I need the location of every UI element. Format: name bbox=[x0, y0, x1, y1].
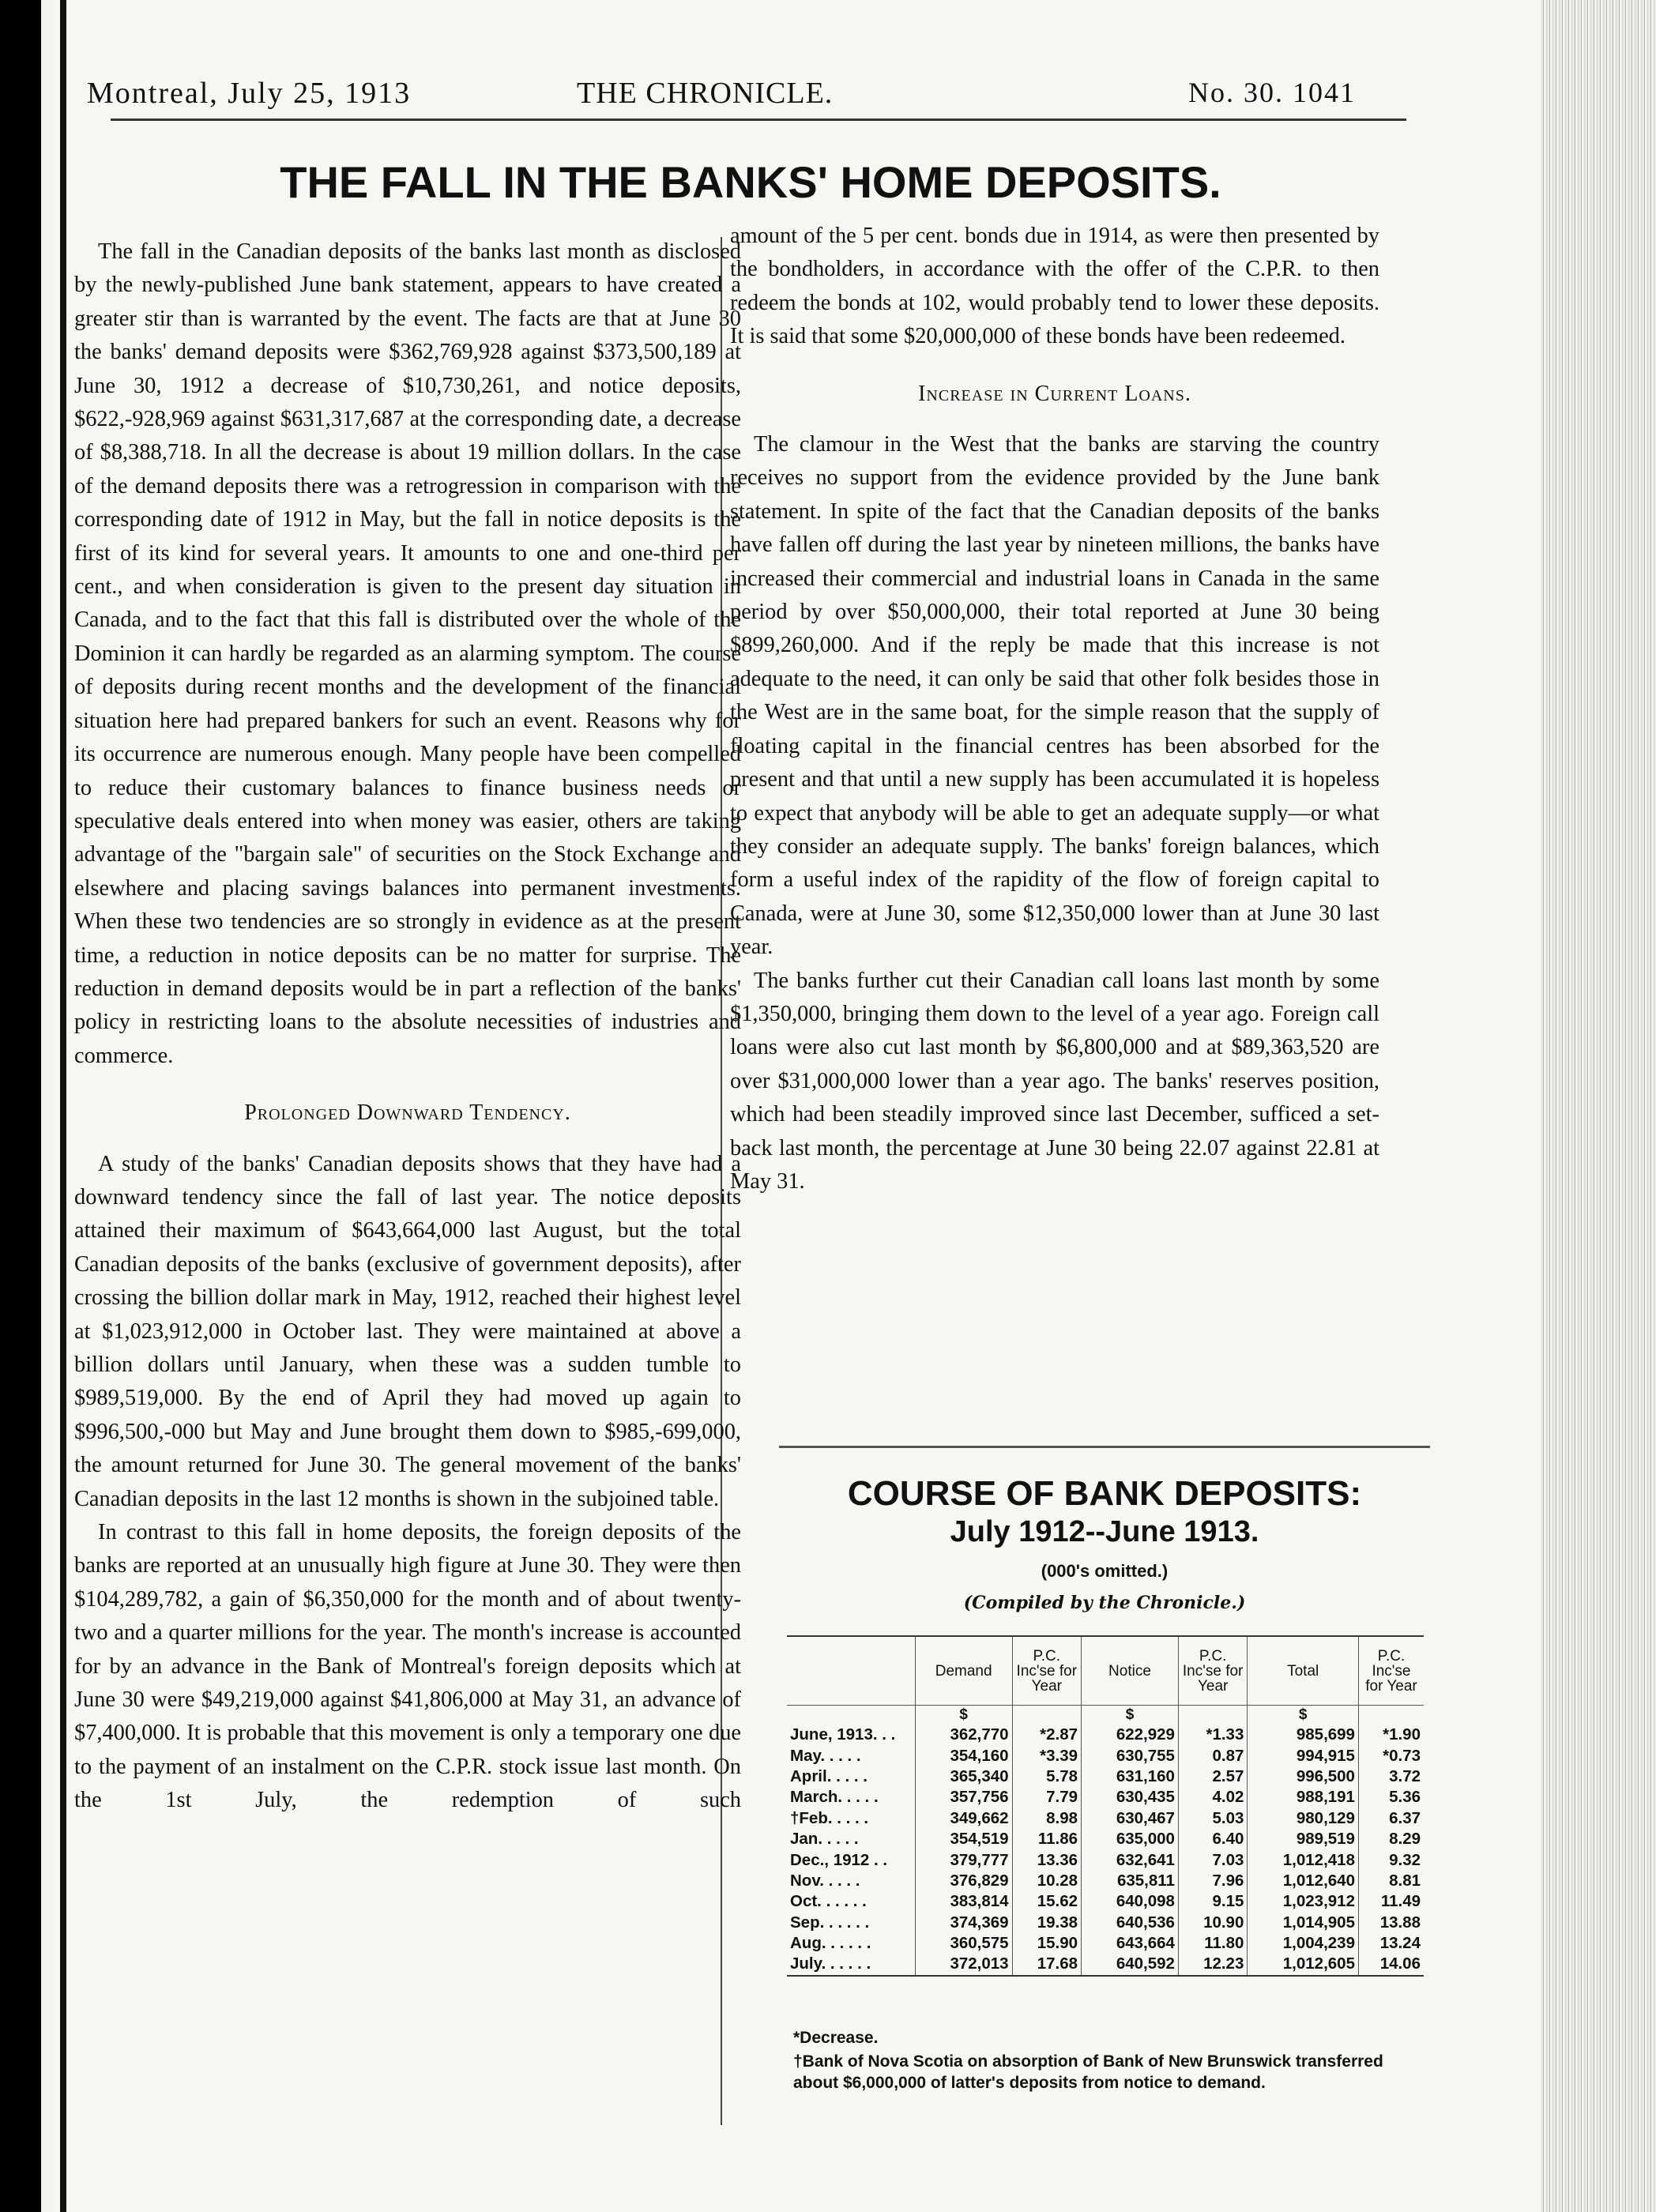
paragraph: A study of the banks' Canadian deposits shows that they have had a downward tendency since the fall of last year. The notice deposits attained their maximum of $643,664,000 last August, but the total Canadian deposits of the banks (exclusive of government deposits), after crossing the billion dollar mark in May, 1912, reached their highest level at $1,023,912,000 in October last. They were maintained at above a billion dollars until January, when these was a sudden tumble to $989,519,000. By the end of April they had moved up again to $996,500,-000 but May and June brought them down to $985,-699,000, the amount returned for June 30. The general movement of the banks' Canadian deposits in the last 12 months is shown in the subjoined table. bbox=[74, 1151, 741, 1511]
table-cell: 988,191 bbox=[1248, 1787, 1359, 1808]
table-cell: 383,814 bbox=[915, 1891, 1012, 1912]
header-dateline: Montreal, July 25, 1913 bbox=[87, 77, 412, 110]
table-cell: 3.72 bbox=[1358, 1766, 1424, 1787]
table-cell: Aug. . . . . . bbox=[790, 1934, 871, 1953]
table-cell: 640,536 bbox=[1082, 1913, 1179, 1933]
table-row bbox=[787, 1891, 1424, 1912]
table-cell: 4.02 bbox=[1178, 1787, 1247, 1808]
table-cell: 640,592 bbox=[1082, 1954, 1179, 1975]
table-cell: 8.81 bbox=[1358, 1871, 1424, 1891]
table-row bbox=[787, 1725, 1424, 1745]
table-cell: 989,519 bbox=[1248, 1829, 1359, 1849]
paragraph: The fall in the Canadian deposits of the banks last month as disclosed by the newly-published June bank statement, appears to have created a greater stir than is warranted by the event. The facts are that at June 30 the banks' demand deposits were $362,769,928 against $373,500,189 at June 30, 1912 a decrease of $10,730,261, and notice deposits, $622,-928,969 against $631,317,687 at the corresponding date, a decrease of $8,388,718. In all the decrease is about 19 million dollars. In the case of the demand deposits there was a retrogression in comparison with the corresponding date of 1912 in May, but the fall in notice deposits is the first of its kind for several years. It amounts to one and one-third per cent., and when consideration is given to the present day situation in Canada, and to the fact that this fall is distributed over the whole of the Dominion it can hardly be regarded as an alarming symptom. The course of deposits during recent months and the development of the financial situation here had prepared bankers for such an event. Reasons why for its occurrence are numerous enough. Many people have been compelled to reduce their customary balances to finance business needs or speculative deals entered into when money was easier, others are taking advantage of the "bargain sale" of securities on the Stock Exchange and elsewhere and placing savings balances into permanent investments. When these two tendencies are so strongly in evidence as at the present time, a reduction in notice deposits can be no matter for surprise. The reduction in demand deposits would be in part a reflection of the banks' policy in restricting loans to the absolute necessities of industries and commerce. bbox=[74, 239, 741, 1068]
table-cell bbox=[1358, 1706, 1424, 1725]
table-cell: June, 1913. . . bbox=[790, 1725, 896, 1744]
table-cell: *2.87 bbox=[1012, 1725, 1081, 1745]
binding-shadow bbox=[60, 0, 66, 2212]
article-column-2 bbox=[730, 220, 1379, 1198]
table-cell: 15.90 bbox=[1012, 1933, 1081, 1954]
table-cell: 5.03 bbox=[1178, 1808, 1247, 1829]
table-cell: 640,098 bbox=[1082, 1891, 1179, 1912]
table-row bbox=[787, 1849, 1424, 1870]
table-header: Notice bbox=[1082, 1636, 1179, 1706]
table-cell: †Feb. . . . . bbox=[790, 1808, 869, 1827]
table-cell: 7.03 bbox=[1178, 1849, 1247, 1870]
table-header: P.C. Inc'se for Year bbox=[1358, 1636, 1424, 1706]
table-cell: 12.23 bbox=[1178, 1954, 1247, 1975]
table-cell: April. . . . . bbox=[790, 1766, 868, 1785]
table-cell bbox=[787, 1706, 915, 1725]
paragraph: amount of the 5 per cent. bonds due in 1914, as were then presented by the bondholders, in accordance with the offer of the C.P.R. to then redeem the bonds at 102, would probably tend to lower these deposits. It is said that some $20,000,000 of these bonds have been redeemed. bbox=[730, 224, 1379, 349]
paragraph: The banks further cut their Canadian call loans last month by some $1,350,000, bringing them down to the level of a year ago. Foreign call loans were also cut last month by $6,800,000 and at $89,363,520 are over $31,000,000 lower than a year ago. The banks' reserves position, which had been steadily improved since last December, sufficed a set-back last month, the percentage at June 30 being 22.07 against 22.81 at May 31. bbox=[730, 968, 1379, 1194]
table-row bbox=[787, 1933, 1424, 1954]
table-footnote-bank: †Bank of Nova Scotia on absorption of Bank of New Brunswick transferred about $6,000,000 of latter's deposits from notice to demand. bbox=[793, 2052, 1383, 2092]
table-row bbox=[787, 1871, 1424, 1891]
table-cell: 9.32 bbox=[1358, 1849, 1424, 1870]
table-currency-row bbox=[787, 1706, 1424, 1725]
table-cell: 2.57 bbox=[1178, 1766, 1247, 1787]
table-cell: 357,756 bbox=[915, 1787, 1012, 1808]
table-cell: 10.90 bbox=[1178, 1913, 1247, 1933]
table-cell: 635,000 bbox=[1082, 1829, 1179, 1849]
table-title: COURSE OF BANK DEPOSITS: bbox=[847, 1474, 1362, 1513]
table-header-row bbox=[787, 1636, 1424, 1706]
table-note: (000's omitted.) bbox=[1041, 1561, 1169, 1581]
page-left-margin bbox=[41, 0, 54, 2212]
table-cell: 8.29 bbox=[1358, 1829, 1424, 1849]
table-cell: 996,500 bbox=[1248, 1766, 1359, 1787]
table-cell: $ bbox=[1082, 1706, 1179, 1725]
table-cell: 631,160 bbox=[1082, 1766, 1179, 1787]
table-cell: 379,777 bbox=[915, 1849, 1012, 1870]
table-header: Total bbox=[1248, 1636, 1359, 1706]
table-cell: 360,575 bbox=[915, 1933, 1012, 1954]
paragraph: The clamour in the West that the banks are starving the country receives no support from the evidence provided by the June bank statement. In spite of the fact that the Canadian deposits of the banks have fallen off during the last year by nineteen millions, the banks have increased their commercial and industrial loans in Canada in the same period by over $50,000,000, their total reported at June 30 being $899,260,000. And if the reply be made that this increase is not adequate to the need, it can only be said that other folk besides those in the West are in the same boat, for the simple reason that the supply of floating capital in the financial centres has been absorbed for the present and that until a new supply has been accumulated it is hopeless to expect that anybody will be able to get an adequate supply—or what they consider an adequate supply. The banks' foreign balances, which form a useful index of the rapidity of the flow of foreign capital to Canada, were at June 30, some $12,350,000 lower than at June 30 last year. bbox=[730, 432, 1379, 960]
table-cell: 985,699 bbox=[1248, 1725, 1359, 1745]
table-cell: 354,519 bbox=[915, 1829, 1012, 1849]
table-compiled-note: (Compiled by the Chronicle.) bbox=[963, 1593, 1246, 1613]
table-cell: May. . . . . bbox=[790, 1746, 861, 1765]
subheading: Prolonged Downward Tendency. bbox=[244, 1100, 571, 1126]
table-cell: 374,369 bbox=[915, 1913, 1012, 1933]
table-cell: 372,013 bbox=[915, 1954, 1012, 1975]
table-cell: 15.62 bbox=[1012, 1891, 1081, 1912]
table-cell bbox=[1178, 1706, 1247, 1725]
table-cell: 13.88 bbox=[1358, 1913, 1424, 1933]
table-cell: $ bbox=[915, 1706, 1012, 1725]
table-row bbox=[787, 1745, 1424, 1766]
table-header: P.C. Inc'se for Year bbox=[1012, 1636, 1081, 1706]
table-header: Demand bbox=[915, 1636, 1012, 1706]
table-cell: $ bbox=[1248, 1706, 1359, 1725]
table-subtitle: July 1912--June 1913. bbox=[950, 1515, 1259, 1548]
table-cell: 1,014,905 bbox=[1248, 1913, 1359, 1933]
table-cell: 1,012,605 bbox=[1248, 1954, 1359, 1975]
table-cell: 980,129 bbox=[1248, 1808, 1359, 1829]
table-cell: 0.87 bbox=[1178, 1745, 1247, 1766]
table-cell: 635,811 bbox=[1082, 1871, 1179, 1891]
table-cell: 8.98 bbox=[1012, 1808, 1081, 1829]
header-rule bbox=[111, 118, 1406, 121]
table-cell: 11.80 bbox=[1178, 1933, 1247, 1954]
table-row bbox=[787, 1913, 1424, 1933]
table-row bbox=[787, 1954, 1424, 1975]
table-row bbox=[787, 1787, 1424, 1808]
table-header: P.C. Inc'se for Year bbox=[1178, 1636, 1247, 1706]
table-cell: March. . . . . bbox=[790, 1788, 879, 1807]
table-cell: Jan. . . . . bbox=[790, 1830, 859, 1849]
table-cell: 13.24 bbox=[1358, 1933, 1424, 1954]
table-cell: 9.15 bbox=[1178, 1891, 1247, 1912]
article-column-1 bbox=[74, 235, 741, 1818]
table-row bbox=[787, 1766, 1424, 1787]
table-cell: 1,012,640 bbox=[1248, 1871, 1359, 1891]
table-cell: *0.73 bbox=[1358, 1745, 1424, 1766]
deposits-table bbox=[787, 1635, 1424, 1977]
article-title: THE FALL IN THE BANKS' HOME DEPOSITS. bbox=[280, 157, 1221, 207]
stacked-page-edges bbox=[1541, 0, 1656, 2212]
table-cell: 354,160 bbox=[915, 1745, 1012, 1766]
table-cell: 632,641 bbox=[1082, 1849, 1179, 1870]
table-cell: 349,662 bbox=[915, 1808, 1012, 1829]
header-publication: THE CHRONICLE. bbox=[577, 77, 834, 110]
table-row bbox=[787, 1808, 1424, 1829]
table-cell: Nov. . . . . bbox=[790, 1871, 860, 1890]
table-cell: 5.36 bbox=[1358, 1787, 1424, 1808]
table-cell: 630,755 bbox=[1082, 1745, 1179, 1766]
table-footnote-decrease: *Decrease. bbox=[793, 2029, 879, 2047]
table-cell: 10.28 bbox=[1012, 1871, 1081, 1891]
table-cell: Dec., 1912 . . bbox=[790, 1850, 888, 1869]
table-cell: 7.79 bbox=[1012, 1787, 1081, 1808]
table-row bbox=[787, 1829, 1424, 1849]
table-cell: 5.78 bbox=[1012, 1766, 1081, 1787]
table-cell: 11.49 bbox=[1358, 1891, 1424, 1912]
table-cell: 19.38 bbox=[1012, 1913, 1081, 1933]
table-cell: 6.40 bbox=[1178, 1829, 1247, 1849]
table-cell: 643,664 bbox=[1082, 1933, 1179, 1954]
table-divider bbox=[779, 1446, 1430, 1448]
table-cell: 7.96 bbox=[1178, 1871, 1247, 1891]
table-cell: 630,467 bbox=[1082, 1808, 1179, 1829]
paragraph: In contrast to this fall in home deposits, the foreign deposits of the banks are reported at an unusually high figure at June 30. They were then $104,289,782, a gain of $6,350,000 for the month and of about twenty-two and a quarter millions for the year. The month's increase is accounted for by an advance in the Bank of Montreal's foreign deposits which at June 30 were $49,219,000 against $41,806,000 at May 31, an advance of $7,400,000. It is probable that this movement is only a temporary one due to the payment of an instalment on the C.P.R. stock issue last month. On the 1st July, the redemption of such bbox=[74, 1520, 741, 1813]
table-cell: Sep. . . . . . bbox=[790, 1913, 870, 1932]
table-cell: 376,829 bbox=[915, 1871, 1012, 1891]
table-cell: 1,004,239 bbox=[1248, 1933, 1359, 1954]
table-cell: *1.33 bbox=[1178, 1725, 1247, 1745]
table-cell: 13.36 bbox=[1012, 1849, 1081, 1870]
table-cell: 17.68 bbox=[1012, 1954, 1081, 1975]
header-page-number: No. 30. 1041 bbox=[1188, 77, 1356, 108]
table-cell: 6.37 bbox=[1358, 1808, 1424, 1829]
table-cell: 994,915 bbox=[1248, 1745, 1359, 1766]
table-cell: 622,929 bbox=[1082, 1725, 1179, 1745]
table-cell bbox=[1012, 1706, 1081, 1725]
table-cell: 14.06 bbox=[1358, 1954, 1424, 1975]
table-header bbox=[787, 1636, 915, 1706]
table-cell: 365,340 bbox=[915, 1766, 1012, 1787]
table-cell: Oct. . . . . . bbox=[790, 1892, 867, 1911]
table-cell: *1.90 bbox=[1358, 1725, 1424, 1745]
table-cell: 1,023,912 bbox=[1248, 1891, 1359, 1912]
table-cell: July. . . . . . bbox=[787, 1954, 915, 1975]
table-cell: 362,770 bbox=[915, 1725, 1012, 1745]
table-cell: *3.39 bbox=[1012, 1745, 1081, 1766]
subheading: Increase in Current Loans. bbox=[918, 381, 1191, 406]
table-cell: 630,435 bbox=[1082, 1787, 1179, 1808]
table-cell: 1,012,418 bbox=[1248, 1849, 1359, 1870]
table-cell: 11.86 bbox=[1012, 1829, 1081, 1849]
